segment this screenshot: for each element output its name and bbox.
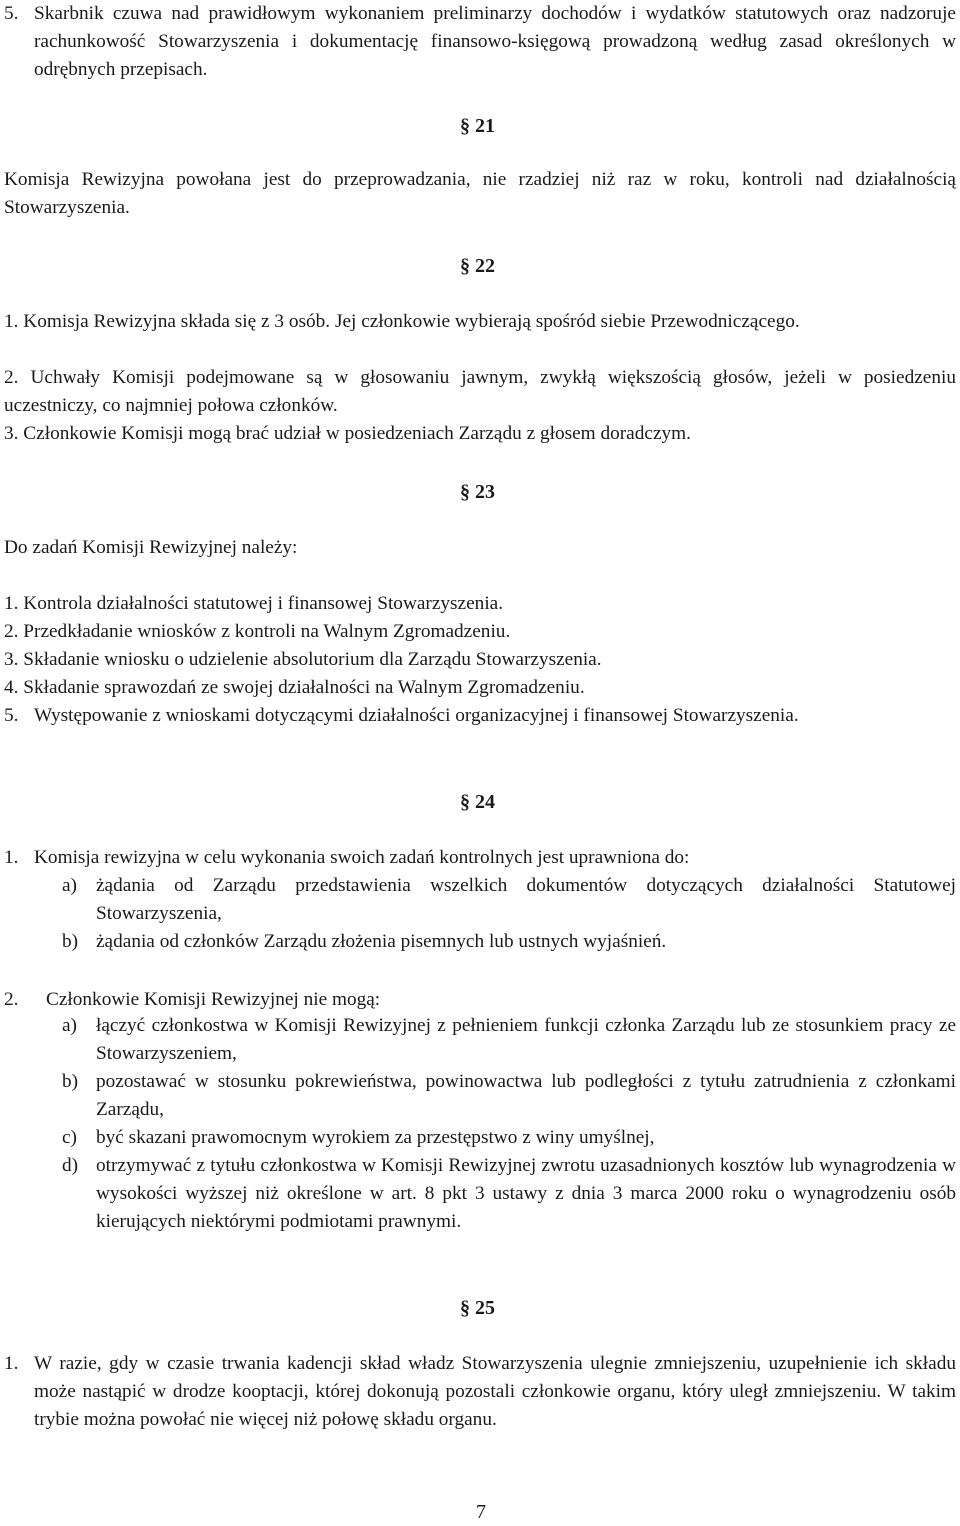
item-text: Uchwały Komisji podejmowane są w głosowaniu jawnym, zwykłą większością głosów, jeżeli w posiedzeniu uczestniczy, co najmniej połowa członków. [4, 367, 956, 416]
item-number: 2. [4, 367, 19, 388]
item-number: 1. [4, 593, 19, 614]
item-number: 5. [4, 705, 19, 726]
sub-item [62, 1152, 956, 1264]
page-number: 7 [476, 1501, 486, 1523]
section-heading-23: § 23 [460, 481, 495, 503]
list-item [4, 308, 956, 336]
item-text: Członkowie Komisji Rewizyjnej nie mogą: [46, 989, 381, 1010]
sub-item-letter: a) [62, 875, 77, 896]
list-item [4, 420, 956, 448]
item-number: 1. [4, 311, 19, 332]
section-intro: Do zadań Komisji Rewizyjnej należy: [4, 537, 298, 558]
sub-item-text: żądania od Zarządu przedstawienia wszelkich dokumentów dotyczących działalności Statutowej Stowarzyszenia, [96, 875, 956, 924]
item-number: 4. [4, 677, 19, 698]
item-text: Komisja rewizyjna w celu wykonania swoich zadań kontrolnych jest uprawniona do: [34, 847, 690, 868]
sub-item-text: być skazani prawomocnym wyrokiem za przestępstwo z winy umyślnej, [96, 1127, 655, 1148]
sub-item-letter: a) [62, 1015, 77, 1036]
item-text: Kontrola działalności statutowej i finansowej Stowarzyszenia. [23, 593, 504, 614]
list-item [4, 674, 956, 702]
list-item [4, 618, 956, 646]
item-number: 3. [4, 649, 19, 670]
item-number: 1. [4, 1353, 19, 1374]
item-text: Przedkładanie wniosków z kontroli na Walnym Zgromadzeniu. [23, 621, 511, 642]
sub-item [62, 1012, 956, 1068]
sub-item-letter: b) [62, 1071, 79, 1092]
item-text: Komisja Rewizyjna składa się z 3 osób. Jej członkowie wybierają spośród siebie Przewodniczącego. [23, 311, 800, 332]
item-text: W razie, gdy w czasie trwania kadencji skład władz Stowarzyszenia ulegnie zmniejszeniu, uzupełnienie ich składu może nastąpić w drodze kooptacji, której dokonują pozostali członkowie organu, który uległ zmniejszeniu. W takim trybie można powołać nie więcej niż połowę składu organu. [34, 1353, 956, 1430]
document-page [4, 0, 956, 1522]
list-item [4, 0, 956, 84]
sub-item [62, 1124, 956, 1152]
sub-item-text: łączyć członkostwa w Komisji Rewizyjnej z pełnieniem funkcji członka Zarządu lub ze stosunkiem pracy ze Stowarzyszeniem, [96, 1015, 956, 1064]
sub-item-letter: c) [62, 1127, 77, 1148]
sub-item-letter: b) [62, 931, 79, 952]
section-heading-21: § 21 [460, 115, 495, 137]
item-text: Skarbnik czuwa nad prawidłowym wykonaniem preliminarzy dochodów i wydatków statutowych oraz nadzoruje rachunkowość Stowarzyszenia i dokumentację finansowo-księgową prowadzoną według zasad określonych w odrębnych przepisach. [34, 3, 956, 80]
item-number: 2. [4, 989, 19, 1010]
sub-item [62, 928, 956, 956]
item-text: Składanie sprawozdań ze swojej działalności na Walnym Zgromadzeniu. [23, 677, 585, 698]
item-text: Składanie wniosku o udzielenie absolutorium dla Zarządu Stowarzyszenia. [23, 649, 602, 670]
sub-item [62, 1068, 956, 1124]
sub-item-text: żądania od członków Zarządu złożenia pisemnych lub ustnych wyjaśnień. [96, 931, 667, 952]
section-heading-24: § 24 [460, 791, 495, 813]
sub-item-text: pozostawać w stosunku pokrewieństwa, powinowactwa lub podległości z tytułu zatrudnienia z członkami Zarządu, [96, 1071, 956, 1120]
item-text: Członkowie Komisji mogą brać udział w posiedzeniach Zarządu z głosem doradczym. [23, 423, 691, 444]
paragraph: Komisja Rewizyjna powołana jest do przeprowadzania, nie rzadziej niż raz w roku, kontroli nad działalnością Stowarzyszenia. [4, 169, 956, 218]
sub-item [62, 872, 956, 928]
section-heading-25: § 25 [460, 1297, 495, 1319]
item-number: 5. [4, 3, 19, 24]
list-item [4, 844, 956, 872]
list-item [4, 590, 956, 618]
item-number: 3. [4, 423, 19, 444]
item-number: 1. [4, 847, 19, 868]
list-item [4, 702, 956, 758]
item-text: Występowanie z wnioskami dotyczącymi działalności organizacyjnej i finansowej Stowarzyszenia. [34, 705, 799, 726]
list-item [4, 646, 956, 674]
sub-item-text: otrzymywać z tytułu członkostwa w Komisji Rewizyjnej zwrotu uzasadnionych kosztów lub wynagrodzenia w wysokości wyższej niż określone w art. 8 pkt 3 ustawy z dnia 3 marca 2000 roku o wynagrodzeniu osób kierujących niektórymi podmiotami prawnymi. [96, 1155, 956, 1232]
list-item [4, 364, 956, 420]
list-item [4, 1350, 956, 1462]
list-item [4, 986, 956, 1014]
sub-item-letter: d) [62, 1155, 79, 1176]
section-heading-22: § 22 [460, 255, 495, 277]
item-number: 2. [4, 621, 19, 642]
